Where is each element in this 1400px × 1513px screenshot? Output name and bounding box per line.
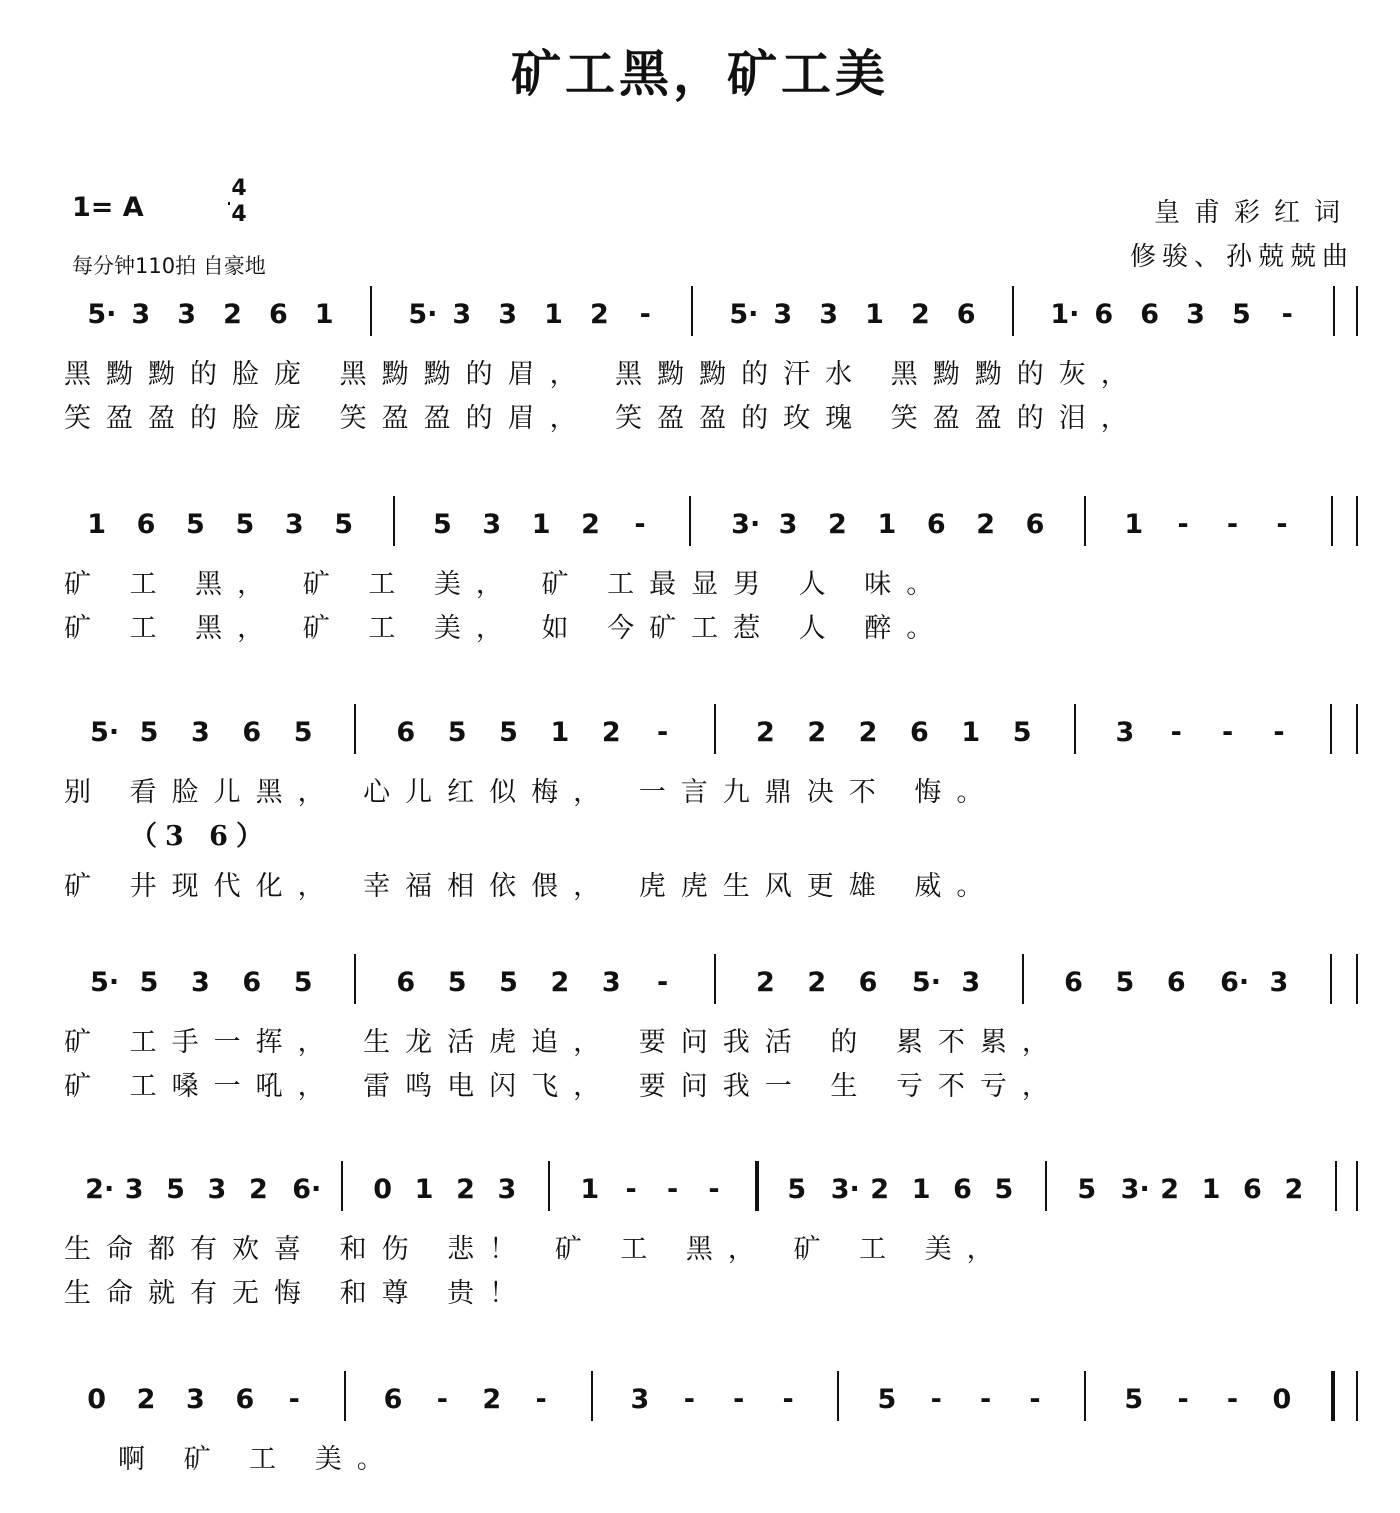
note: 5	[877, 1384, 897, 1415]
lyric-line: （3 6）	[130, 821, 271, 852]
note: 6	[383, 1384, 403, 1415]
note: 3	[601, 967, 621, 998]
lyric-line: 矿 井现代化， 幸福相依偎， 虎虎生风更雄 威。	[64, 871, 999, 902]
note: 3	[177, 299, 197, 330]
note: 6	[1140, 299, 1160, 330]
note: -	[1170, 717, 1182, 748]
note: 6	[396, 717, 416, 748]
barline	[1022, 954, 1024, 1004]
note: 6	[1025, 509, 1045, 540]
note: 5	[186, 509, 205, 540]
note: 6	[396, 967, 416, 998]
note: 2	[870, 1174, 890, 1205]
note: 5	[499, 717, 518, 748]
barline	[354, 704, 356, 754]
note: 6	[956, 299, 976, 330]
barline	[1356, 954, 1358, 1004]
note: 5	[787, 1174, 807, 1205]
note: 6	[242, 967, 262, 998]
note: 6	[1166, 967, 1186, 998]
note: 5	[1012, 717, 1032, 748]
note: -	[666, 1174, 679, 1205]
note: -	[657, 967, 669, 998]
lyric-line: 别 看脸儿黑， 心儿红似梅， 一言九鼎决不 悔。	[64, 777, 999, 808]
note: 3	[284, 509, 304, 540]
lyric-line: 矿 工 黑， 矿 工 美， 矿 工最显男 人 味。	[64, 569, 949, 600]
note: 1	[544, 299, 563, 330]
composer-credit: 修骏、孙兢兢曲	[1129, 242, 1354, 272]
note: 5	[1124, 1384, 1144, 1415]
barline	[691, 286, 693, 336]
note: 5	[1115, 967, 1135, 998]
note: 6	[953, 1174, 972, 1205]
note: -	[708, 1174, 720, 1205]
barline	[1333, 286, 1335, 336]
note: 2	[601, 717, 621, 748]
note: 5	[1231, 299, 1251, 330]
barline	[1356, 704, 1358, 754]
note: 2	[828, 509, 847, 540]
note: -	[930, 1384, 942, 1415]
note: 5	[334, 509, 353, 540]
barline	[370, 286, 372, 336]
note: 2	[550, 967, 570, 998]
note: 5·	[729, 299, 759, 330]
note: 1	[865, 299, 884, 330]
note: 5	[499, 967, 518, 998]
note: -	[1276, 509, 1288, 540]
note: 1	[314, 299, 334, 330]
note: 5·	[90, 967, 120, 998]
lyric-line: 矿 工嗓一吼， 雷鸣电闪飞， 要问我一 生 亏不亏，	[64, 1071, 1064, 1102]
note: -	[288, 1384, 300, 1415]
note: -	[1273, 717, 1285, 748]
note: 3	[207, 1174, 227, 1205]
note: 3·	[731, 509, 761, 540]
note: 1	[1201, 1174, 1221, 1205]
barline	[1331, 496, 1333, 546]
note: 3	[1269, 967, 1289, 998]
barline	[714, 704, 716, 754]
barline	[1356, 1161, 1358, 1211]
note: 3	[497, 1174, 517, 1205]
note: -	[1221, 717, 1234, 748]
note: 5	[432, 509, 452, 540]
barline	[1330, 954, 1332, 1004]
note: 2·	[85, 1174, 115, 1205]
barline	[548, 1161, 550, 1211]
note: -	[657, 717, 669, 748]
song-title: 矿工黑，矿工美	[511, 44, 889, 103]
note: 6	[268, 299, 288, 330]
note: 0	[1272, 1384, 1292, 1415]
note: -	[436, 1384, 448, 1415]
note: 2	[581, 509, 600, 540]
barline	[1012, 286, 1014, 336]
note: 2	[589, 299, 609, 330]
barline	[1074, 704, 1076, 754]
lyric-line: 矿 工 黑， 矿 工 美， 如 今矿工惹 人 醉。	[64, 613, 949, 644]
barline	[354, 954, 356, 1004]
barline	[689, 496, 691, 546]
note: 3	[190, 717, 210, 748]
barline	[1335, 1161, 1337, 1211]
note: 2	[807, 717, 827, 748]
note: 2	[482, 1384, 502, 1415]
note: 6	[926, 509, 946, 540]
note: -	[1281, 299, 1293, 330]
note: 5	[139, 967, 159, 998]
note: 6	[1094, 299, 1114, 330]
note: 3	[131, 299, 151, 330]
note: 5·	[408, 299, 438, 330]
note: 3	[1115, 717, 1135, 748]
note: 0	[373, 1174, 393, 1205]
note: 3	[630, 1384, 650, 1415]
note: 5·	[87, 299, 117, 330]
lyric-line: 啊 矿 工 美。	[118, 1444, 399, 1475]
note: 5·	[90, 717, 120, 748]
barline	[1356, 496, 1358, 546]
note: -	[639, 299, 651, 330]
note: 6	[1243, 1174, 1262, 1205]
note: 2	[136, 1384, 156, 1415]
barline	[341, 1161, 343, 1211]
note: -	[1177, 509, 1189, 540]
note: 2	[755, 967, 775, 998]
barline	[1331, 1371, 1335, 1421]
note: 2	[1160, 1174, 1179, 1205]
note: -	[1226, 509, 1239, 540]
note: -	[634, 509, 646, 540]
lyric-line: 生命都有欢喜 和伤 悲！ 矿 工 黑， 矿 工 美，	[64, 1234, 1009, 1265]
barline	[1045, 1161, 1047, 1211]
note: 2	[858, 717, 878, 748]
note: 5	[235, 509, 255, 540]
note: 6	[1064, 967, 1083, 998]
note: 1·	[1050, 299, 1080, 330]
note: 6·	[292, 1174, 322, 1205]
note: 1	[531, 509, 551, 540]
lyric-line: 矿 工手一挥， 生龙活虎追， 要问我活 的 累不累，	[64, 1027, 1064, 1058]
barline	[755, 1161, 759, 1211]
note: -	[733, 1384, 745, 1415]
note: -	[683, 1384, 695, 1415]
note: -	[535, 1384, 547, 1415]
note: 1	[961, 717, 981, 748]
barline	[1356, 286, 1358, 336]
note: 3	[452, 299, 472, 330]
note: 2	[1284, 1174, 1304, 1205]
note: 5	[166, 1174, 185, 1205]
lyric-line: 生命就有无悔 和尊 贵！	[64, 1278, 532, 1309]
note: 2	[456, 1174, 475, 1205]
note: -	[1226, 1384, 1239, 1415]
note: 3·	[830, 1174, 860, 1205]
time-numerator: 4	[231, 176, 247, 201]
note: 6·	[1220, 967, 1250, 998]
note: 3	[773, 299, 793, 330]
note: -	[782, 1384, 794, 1415]
lyric-line: 黑黝黝的脸庞 黑黝黝的眉， 黑黝黝的汗水 黑黝黝的灰，	[64, 359, 1143, 390]
note: 5	[447, 717, 467, 748]
note: 2	[807, 967, 827, 998]
barline	[591, 1371, 593, 1421]
lyric-line: 笑盈盈的脸庞 笑盈盈的眉， 笑盈盈的玫瑰 笑盈盈的泪，	[64, 403, 1143, 434]
time-denominator: 4	[231, 202, 247, 227]
note: 2	[976, 509, 995, 540]
lyricist-credit: 皇甫彩红词	[1153, 198, 1354, 228]
note: 3·	[1120, 1174, 1150, 1205]
note: 2	[248, 1174, 268, 1205]
note: 6	[136, 509, 156, 540]
note: 3	[482, 509, 502, 540]
note: 3	[190, 967, 210, 998]
key-label: 1= A	[72, 192, 144, 223]
note: 5·	[911, 967, 941, 998]
barline	[714, 954, 716, 1004]
note: -	[980, 1384, 992, 1415]
note: 6	[235, 1384, 255, 1415]
note: 2	[755, 717, 775, 748]
note: 3	[186, 1384, 205, 1415]
note: 6	[858, 967, 878, 998]
note: -	[1177, 1384, 1189, 1415]
note: -	[625, 1174, 637, 1205]
note: 3	[778, 509, 798, 540]
barline	[1330, 704, 1332, 754]
note: 1	[87, 509, 107, 540]
note: 1	[1124, 509, 1144, 540]
note: 1	[580, 1174, 600, 1205]
note: 2	[223, 299, 242, 330]
note: 5	[447, 967, 467, 998]
note: 3	[1186, 299, 1205, 330]
barline	[837, 1371, 839, 1421]
tempo-marking: 每分钟110拍 自豪地	[72, 254, 266, 278]
note: 1	[414, 1174, 434, 1205]
note: 6	[910, 717, 929, 748]
note: 3	[961, 967, 981, 998]
note: 5	[1077, 1174, 1097, 1205]
note: 1	[911, 1174, 931, 1205]
note: 3	[124, 1174, 144, 1205]
barline	[1084, 1371, 1086, 1421]
barline	[344, 1371, 346, 1421]
note: 5	[139, 717, 159, 748]
note: 3	[819, 299, 839, 330]
note: 2	[910, 299, 930, 330]
barline	[1356, 1371, 1358, 1421]
note: 6	[242, 717, 262, 748]
note: -	[1029, 1384, 1041, 1415]
note: 5	[994, 1174, 1014, 1205]
barline	[1084, 496, 1086, 546]
note: 0	[87, 1384, 107, 1415]
note: 1	[550, 717, 570, 748]
note: 1	[877, 509, 897, 540]
note: 3	[498, 299, 518, 330]
note: 5	[293, 967, 313, 998]
barline	[393, 496, 395, 546]
note: 5	[293, 717, 313, 748]
